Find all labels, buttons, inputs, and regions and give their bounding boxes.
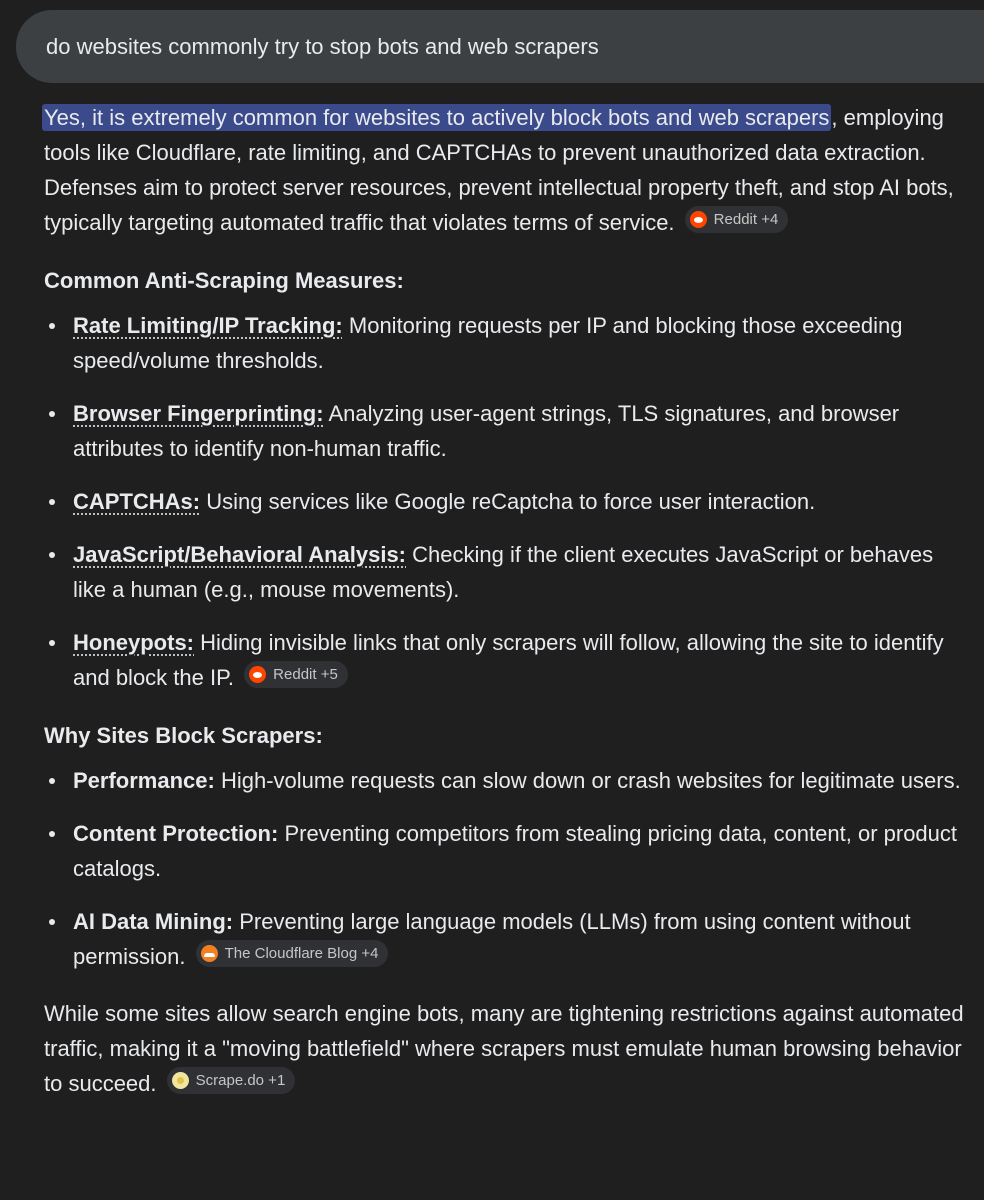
list-item [44, 816, 969, 886]
list-item [44, 625, 969, 695]
highlighted-answer: Yes, it is extremely common for websites to actively block bots and web scrapers [44, 105, 830, 130]
measure-text: Monitoring requests per IP and blocking those exceeding speed/volume thresholds. [73, 313, 903, 373]
measure-term-link[interactable]: Rate Limiting/IP Tracking: [73, 313, 343, 338]
list-item [44, 484, 969, 519]
source-chip-cloudflare[interactable] [196, 940, 389, 967]
search-query-text: do websites commonly try to stop bots and web scrapers [46, 33, 599, 59]
intro-text: , employing tools like Cloudflare, rate limiting, and CAPTCHAs to prevent unauthorized data extraction. Defenses aim to protect server resources, prevent intellectual property theft, and stop AI bots, typically targeting automated traffic that violates terms of service. [44, 105, 954, 235]
source-chip-reddit[interactable] [685, 206, 789, 233]
measures-list [44, 308, 969, 695]
reasons-heading: Why Sites Block Scrapers: [44, 723, 323, 748]
measures-heading: Common Anti-Scraping Measures: [44, 268, 404, 293]
scrapedo-icon [172, 1072, 189, 1089]
measure-text: Hiding invisible links that only scrapers will follow, allowing the site to identify and block the IP. [73, 630, 944, 690]
source-chip-scrapedo[interactable] [167, 1067, 296, 1094]
source-chip-label: The Cloudflare Blog +4 [224, 945, 379, 962]
source-chip-reddit[interactable] [244, 661, 348, 688]
reason-text: High-volume requests can slow down or crash websites for legitimate users. [214, 768, 961, 793]
measure-text: Checking if the client executes JavaScript or behaves like a human (e.g., mouse movements). [73, 542, 934, 602]
ai-overview-answer [44, 100, 969, 1101]
reddit-icon [249, 666, 266, 683]
reddit-icon [690, 211, 707, 228]
source-chip-label: Reddit +4 [713, 211, 779, 228]
closing-text: While some sites allow search engine bots, many are tightening restrictions against automated traffic, making it a "moving battlefield" where scrapers must emulate human browsing behavior to succeed. [44, 1001, 964, 1096]
source-chip-label: Reddit +5 [273, 666, 338, 683]
measure-term-link[interactable]: JavaScript/Behavioral Analysis: [73, 542, 407, 567]
cloudflare-icon [201, 945, 218, 962]
measure-term-link[interactable]: Browser Fingerprinting: [73, 401, 324, 426]
measure-text: Using services like Google reCaptcha to force user interaction. [200, 489, 816, 514]
list-item [44, 763, 969, 798]
measure-text: Analyzing user-agent strings, TLS signatures, and browser attributes to identify non-human traffic. [73, 401, 900, 461]
intro-paragraph [44, 100, 969, 240]
reasons-list [44, 763, 969, 974]
reason-term: Performance: [73, 768, 215, 793]
list-item [44, 308, 969, 378]
closing-paragraph [44, 996, 969, 1101]
list-item [44, 537, 969, 607]
measure-term-link[interactable]: CAPTCHAs: [73, 489, 201, 514]
source-chip-label: Scrape.do +1 [195, 1072, 286, 1089]
search-query-bubble[interactable] [16, 10, 984, 83]
measure-term-link[interactable]: Honeypots: [73, 630, 194, 655]
reason-text: Preventing competitors from stealing pricing data, content, or product catalogs. [73, 821, 958, 881]
reason-term: Content Protection: [73, 821, 279, 846]
list-item [44, 396, 969, 466]
reason-term: AI Data Mining: [73, 909, 234, 934]
list-item [44, 904, 969, 974]
reason-text: Preventing large language models (LLMs) from using content without permission. [73, 909, 911, 969]
